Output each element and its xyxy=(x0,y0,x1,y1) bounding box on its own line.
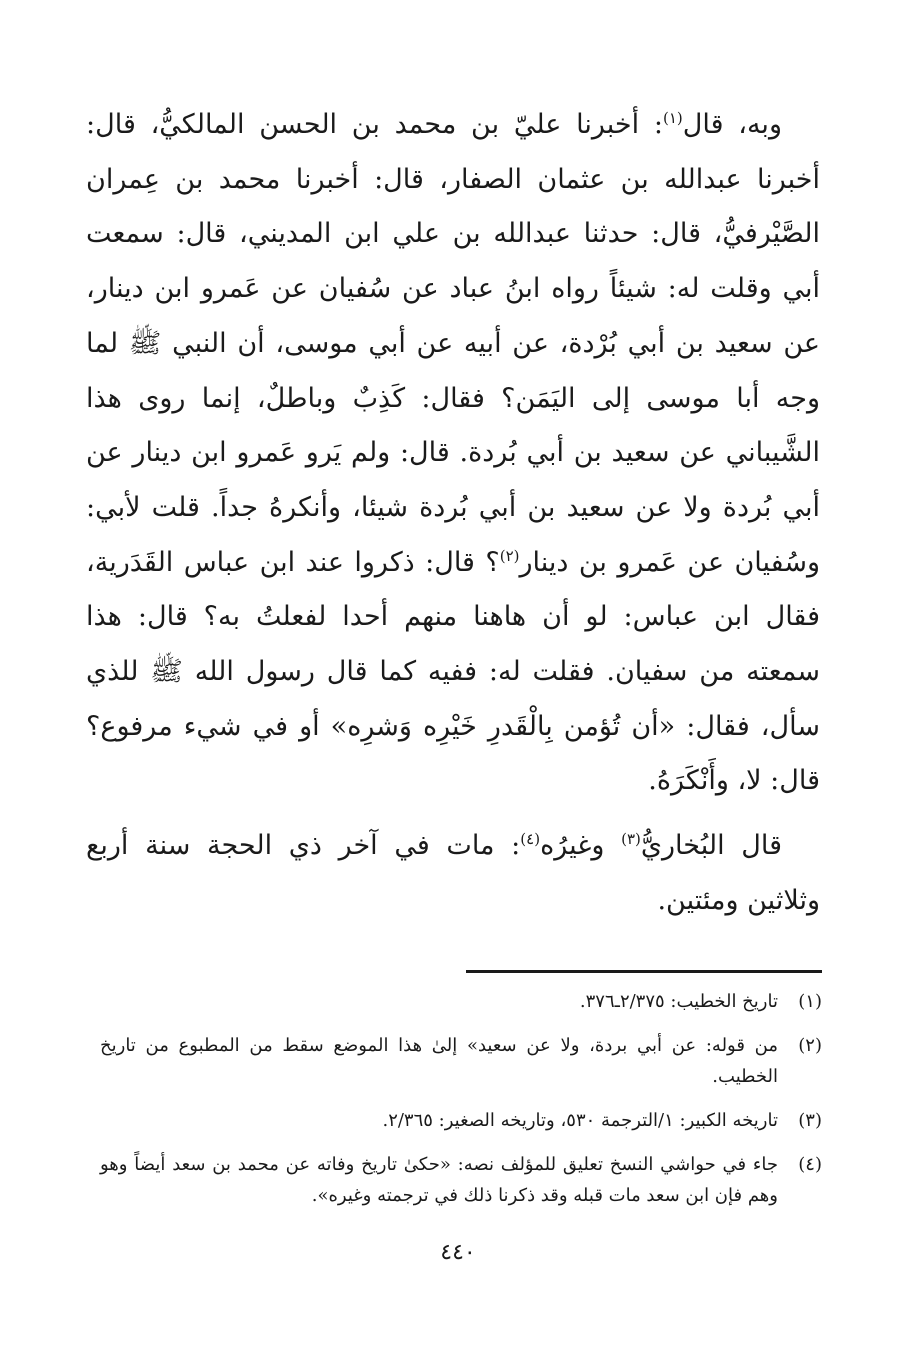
text-segment: ؟ قال: ذكروا عند ابن عباس القَدَرية، فقال ابن عباس: لو أن هاهنا منهم أحدا لفعلتُ به؟ قال: هذا سمعته من سفيان. فقلت له: ففيه كما قال رسول الله ﷺ للذي سأل، فقال: «أن تُؤمن بِالْقَدرِ خَيْرِه وَشرِه» أو في شيء مرفوع؟ قال: لا، وأَنْكَرَهُ. xyxy=(86,546,820,797)
footnote-text: من قوله: عن أبي بردة، ولا عن سعيد» إلىٰ هذا الموضع سقط من المطبوع من تاريخ الخطيب. xyxy=(100,1035,778,1087)
footnote-3 xyxy=(100,1105,822,1136)
footnote-1 xyxy=(100,986,822,1017)
footnote-separator xyxy=(466,970,822,973)
footnotes xyxy=(100,986,822,1224)
paragraph-1 xyxy=(86,98,820,809)
page-number: ٤٤٠ xyxy=(440,1240,476,1265)
paragraph-2 xyxy=(86,819,820,928)
footnote-2 xyxy=(100,1030,822,1092)
footnote-ref-4: (٤) xyxy=(520,830,541,849)
footnote-text: جاء في حواشي النسخ تعليق للمؤلف نصه: «حكىٰ تاريخ وفاته عن محمد بن سعد أيضاً وهو وهم فإن ابن سعد مات قبله وقد ذكرنا ذلك في ترجمته وغيره». xyxy=(100,1154,778,1206)
text-segment: : أخبرنا عليّ بن محمد بن الحسن المالكيُّ، قال: أخبرنا عبدالله بن عثمان الصفار، قال: أخبرنا محمد بن عِمران الصَّيْرفيُّ، قال: حدثنا عبدالله بن علي ابن المديني، قال: سمعت أبي وقلت له: شيئاً رواه ابنُ عباد عن سُفيان عن عَمرو ابن دينار، عن سعيد بن أبي بُرْدة، عن أبيه عن أبي موسى، أن النبي ﷺ لما وجه أبا موسى إلى اليَمَن؟ فقال: كَذِبٌ وباطلٌ، إنما روى هذا الشَّيباني عن سعيد بن أبي بُردة. قال: ولم يَرو عَمرو ابن دينار عن أبي بُردة ولا عن سعيد بن أبي بُردة شيئا، وأنكرهُ جداً. قلت لأبي: وسُفيان عن عَمرو بن دينار xyxy=(86,109,820,578)
footnote-text: تاريخ الخطيب: ٢/٣٧٥ـ٣٧٦. xyxy=(579,991,778,1012)
main-text xyxy=(86,98,820,929)
text-segment: وغيرُه xyxy=(540,830,622,862)
footnote-ref-3: (٣) xyxy=(621,830,641,849)
footnote-number: (٢) xyxy=(798,1035,822,1056)
text-segment: قال البُخاريُّ xyxy=(640,830,782,862)
footnote-number: (١) xyxy=(798,991,822,1012)
footnote-text: تاريخه الكبير: ١/الترجمة ٥٣٠، وتاريخه الصغير: ٢/٣٦٥. xyxy=(382,1110,778,1131)
text-segment: : مات في آخر ذي الحجة سنة أربع وثلاثين ومئتين. xyxy=(86,830,820,916)
footnote-ref-1: (١) xyxy=(662,109,683,127)
footnote-4 xyxy=(100,1149,822,1211)
text-segment: وبه، قال xyxy=(682,109,782,140)
footnote-number: (٣) xyxy=(798,1110,822,1131)
footnote-ref-2: (٢) xyxy=(499,546,520,565)
footnote-number: (٤) xyxy=(798,1154,822,1175)
